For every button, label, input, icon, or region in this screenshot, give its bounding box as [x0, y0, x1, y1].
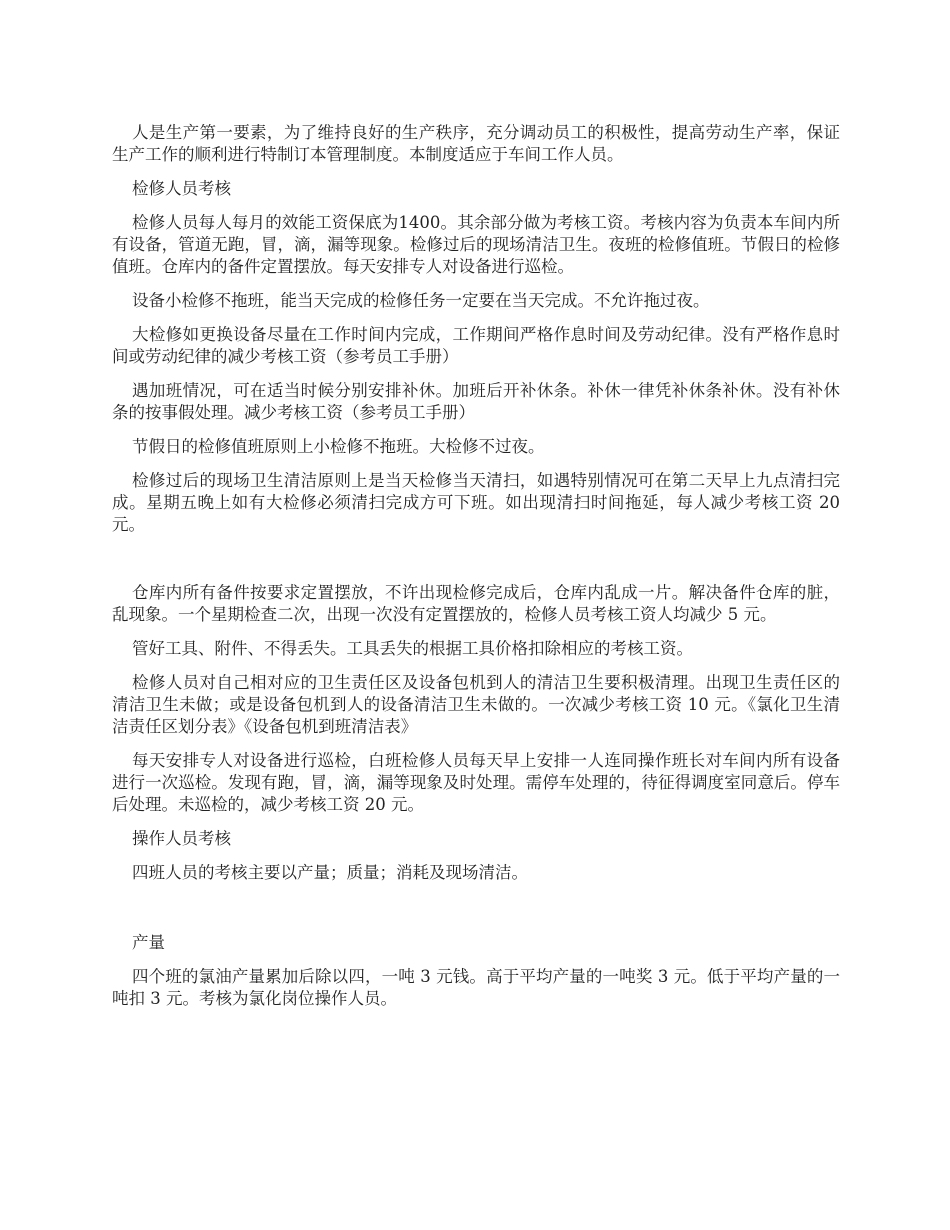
spacer	[112, 548, 840, 582]
intro-paragraph: 人是生产第一要素，为了维持良好的生产秩序，充分调动员工的积极性，提高劳动生产率，保证生产工作的顺利进行特制订本管理制度。本制度适应于车间工作人员。	[112, 123, 840, 164]
paragraph: 管好工具、附件、不得丢失。工具丢失的根据工具价格扣除相应的考核工资。	[132, 639, 693, 658]
paragraph: 大检修如更换设备尽量在工作时间内完成，工作期间严格作息时间及劳动纪律。没有严格作息时间或劳动纪律的减少考核工资（参考员工手册）	[112, 325, 840, 366]
paragraph: 每天安排专人对设备进行巡检，白班检修人员每天早上安排一人连同操作班长对车间内所有设备进行一次巡检。发现有跑，冒，滴，漏等现象及时处理。需停车处理的，待征得调度室同意后。停车后处理。未巡检的，减少考核工资 20 元。	[112, 751, 840, 814]
document-body	[112, 122, 840, 1022]
section-heading-maintenance: 检修人员考核	[132, 179, 231, 198]
paragraph: 检修人员每人每月的效能工资保底为1400。其余部分做为考核工资。考核内容为负责本车间内所有设备，管道无跑，冒，滴，漏等现象。检修过后的现场清洁卫生。夜班的检修值班。节假日的检修值班。仓库内的备件定置摆放。每天安排专人对设备进行巡检。	[112, 213, 840, 276]
paragraph: 检修人员对自己相对应的卫生责任区及设备包机到人的清洁卫生要积极清理。出现卫生责任区的清洁卫生未做；或是设备包机到人的设备清洁卫生未做的。一次减少考核工资 10 元。《氯化卫生清洁责任区划分表》《设备包机到班清洁表》	[112, 673, 840, 736]
paragraph: 四班人员的考核主要以产量；质量；消耗及现场清洁。	[132, 863, 528, 882]
paragraph: 仓库内所有备件按要求定置摆放，不许出现检修完成后，仓库内乱成一片。解决备件仓库的脏，乱现象。一个星期检查二次，出现一次没有定置摆放的，检修人员考核工资人均减少 5 元。	[112, 583, 840, 624]
spacer	[112, 896, 840, 932]
section-heading-output: 产量	[132, 933, 165, 952]
paragraph: 设备小检修不拖班，能当天完成的检修任务一定要在当天完成。不允许拖过夜。	[132, 291, 710, 310]
paragraph: 四个班的氯油产量累加后除以四，一吨 3 元钱。高于平均产量的一吨奖 3 元。低于平均产量的一吨扣 3 元。考核为氯化岗位操作人员。	[112, 967, 840, 1008]
paragraph: 遇加班情况，可在适当时候分别安排补休。加班后开补休条。补休一律凭补休条补休。没有补休条的按事假处理。减少考核工资（参考员工手册）	[112, 381, 840, 422]
section-heading-operators: 操作人员考核	[132, 829, 231, 848]
paragraph: 节假日的检修值班原则上小检修不拖班。大检修不过夜。	[132, 437, 545, 456]
paragraph: 检修过后的现场卫生清洁原则上是当天检修当天清扫，如遇特别情况可在第二天早上九点清扫完成。星期五晚上如有大检修必须清扫完成方可下班。如出现清扫时间拖延，每人减少考核工资 20 元。	[112, 471, 840, 534]
